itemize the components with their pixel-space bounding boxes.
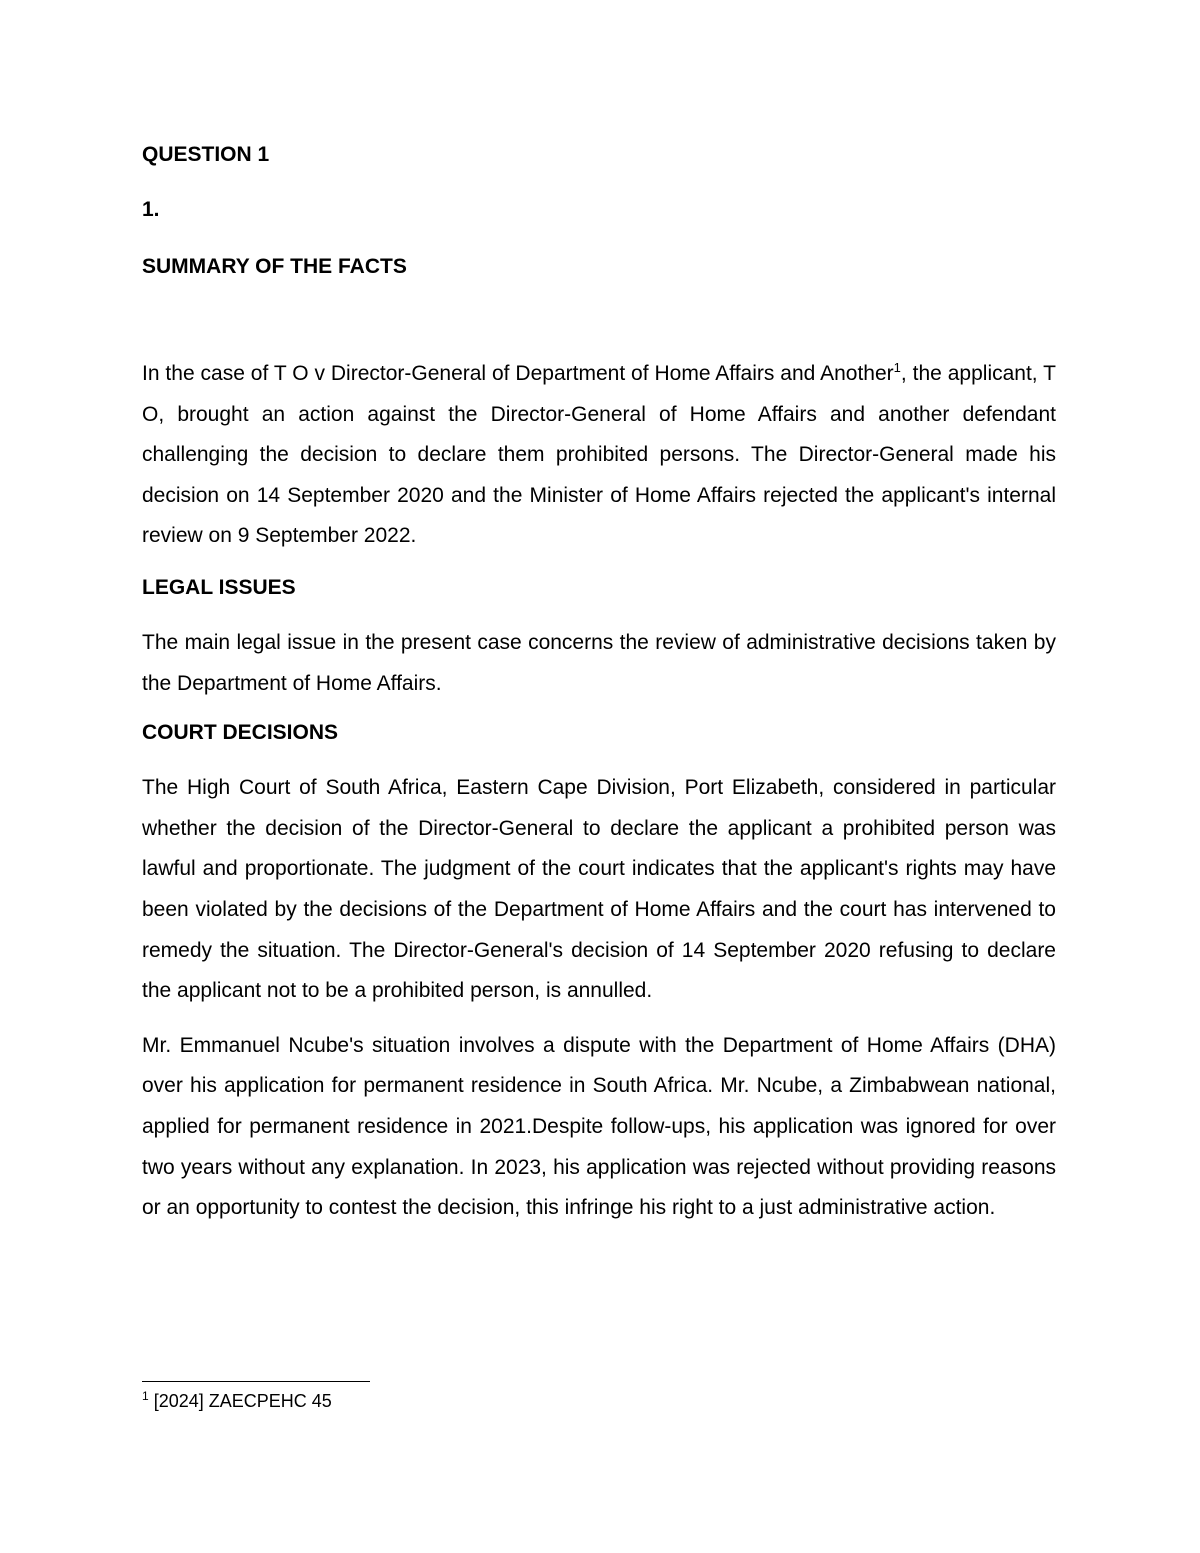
court-decisions-heading: COURT DECISIONS: [142, 721, 339, 745]
summary-paragraph-part1: In the case of T O v Director-General of Department of Home Affairs and Another: [142, 362, 894, 385]
footnote-number: 1: [142, 1389, 149, 1403]
question-number: 1.: [142, 198, 160, 221]
ncube-paragraph: Mr. Emmanuel Ncube's situation involves a dispute with the Department of Home Affairs (DHA) over his application for permanent residence in South Africa. Mr. Ncube, a Zimbabwean national, applied for permanent residence in 2021.Despite follow-ups, his application was ignored for over two years without any explanation. In 2023, his application was rejected without providing reasons or an opportunity to contest the decision, this infringe his right to a just administrative action.: [142, 1033, 1056, 1220]
summary-heading: SUMMARY OF THE FACTS: [142, 255, 407, 278]
footnote-divider: [142, 1381, 370, 1382]
summary-paragraph: [142, 354, 1056, 557]
legal-issues-heading: LEGAL ISSUES: [142, 575, 296, 599]
legal-issues-paragraph: The main legal issue in the present case concerns the review of administrative decisions taken by the Department of Home Affairs.: [142, 630, 1056, 695]
document-body: [142, 140, 1056, 1229]
footnote-reference: 1: [893, 360, 901, 375]
summary-paragraph-part2: , the applicant, T O, brought an action against the Director-General of Home Affairs and another defendant challenging the decision to declare them prohibited persons. The Director-General made his decision on 14 September 2020 and the Minister of Home Affairs rejected the applicant's internal review on 9 September 2022.: [142, 362, 1057, 548]
footnote-text: [2024] ZAECPEHC 45: [148, 1391, 332, 1411]
footnote: [142, 1388, 332, 1414]
question-heading: QUESTION 1: [142, 143, 270, 166]
court-decisions-paragraph: The High Court of South Africa, Eastern Cape Division, Port Elizabeth, considered in particular whether the decision of the Director-General to declare the applicant a prohibited person was lawful and proportionate. The judgment of the court indicates that the applicant's rights may have been violated by the decisions of the Department of Home Affairs and the court has intervened to remedy the situation. The Director-General's decision of 14 September 2020 refusing to declare the applicant not to be a prohibited person, is annulled.: [142, 776, 1056, 1003]
